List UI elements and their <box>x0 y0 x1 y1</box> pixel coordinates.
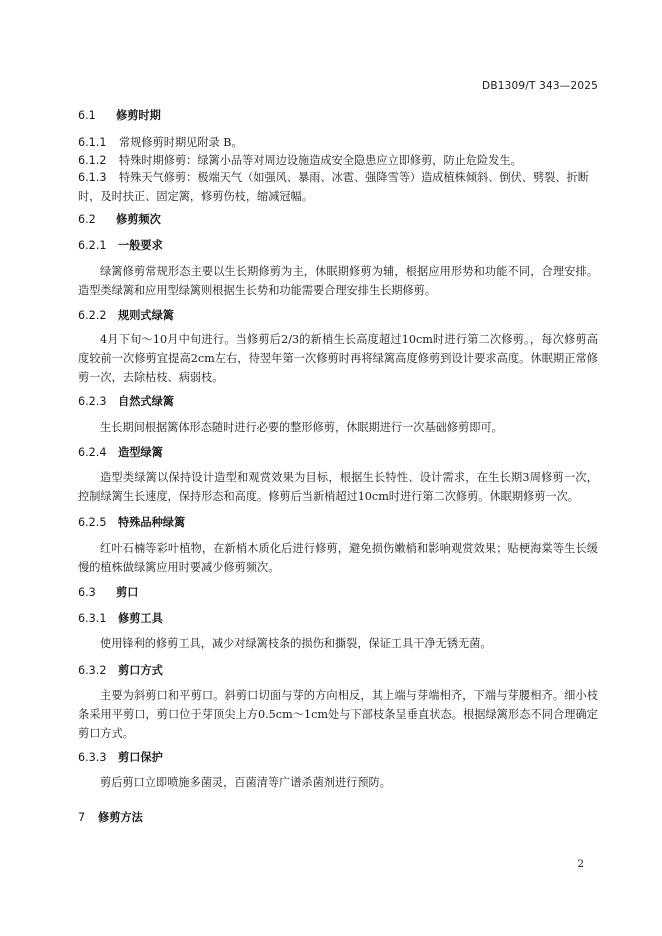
paragraph-6-3-1: 使用锋利的修剪工具，减少对绿篱枝条的损伤和撕裂，保证工具干净无锈无菌。 <box>100 637 492 650</box>
document-code: DB1309/T 343—2025 <box>482 80 598 92</box>
section-heading-6-2-1 <box>78 236 163 255</box>
section-number: 6.2.4 <box>78 446 107 459</box>
section-number: 6.3.1 <box>78 612 107 625</box>
clause-6-1-1 <box>78 133 598 152</box>
section-number: 6.2.5 <box>78 516 107 529</box>
section-number: 6.2 <box>78 213 96 226</box>
clause-text: 特殊时期修剪：绿篱小品等对周边设施造成安全隐患应立即修剪，防止危险发生。 <box>119 154 522 167</box>
section-heading-6-2-3 <box>78 392 174 411</box>
section-heading-7 <box>78 808 143 827</box>
section-title: 规则式绿篱 <box>118 309 174 322</box>
section-heading-6-2-2 <box>78 306 174 325</box>
paragraph-6-2-5: 红叶石楠等彩叶植物，在新梢木质化后进行修剪，避免损伤嫩梢和影响观赏效果；贴梗海棠等生长缓慢的植株做绿篱应用时要减少修剪频次。 <box>78 542 598 574</box>
section-number: 6.2.3 <box>78 395 107 408</box>
section-title: 自然式绿篱 <box>118 395 174 408</box>
section-number: 6.2.2 <box>78 309 107 322</box>
paragraph-6-2-3: 生长期间根据篱体形态随时进行必要的整形修剪，休眠期进行一次基础修剪即可。 <box>100 421 503 434</box>
section-number: 7 <box>78 811 86 824</box>
section-heading-6-1 <box>78 106 161 125</box>
clause-number: 6.1.2 <box>78 154 107 167</box>
paragraph-6-3-2: 主要为斜剪口和平剪口。斜剪口切面与芽的方向相反，其上端与芽端相齐，下端与芽腰相齐。细小枝条采用平剪口，剪口位于芽顶尖上方0.5cm～1cm处与下部枝条呈垂直状态。根据绿篱形态不同合理确定剪口方式。 <box>78 689 598 740</box>
section-heading-6-3-3 <box>78 748 163 767</box>
clause-number: 6.1.1 <box>78 136 107 149</box>
section-title: 修剪方法 <box>98 811 143 824</box>
section-title: 修剪工具 <box>118 612 163 625</box>
clause-text-continued: 时，及时扶正、固定篱，修剪伤枝，缩减冠幅。 <box>78 190 313 203</box>
paragraph-6-2-2: 4月下旬～10月中旬进行。当修剪后2/3的新梢生长高度超过10cm时进行第二次修剪。，每次修剪高度较前一次修剪宜提高2cm左右，待翌年第一次修剪时再将绿篱高度修剪到设计要求高度。休眠期正常修剪一次，去除枯枝、病弱枝。 <box>78 333 598 384</box>
section-title: 修剪时期 <box>116 109 161 122</box>
section-title: 剪口方式 <box>118 664 163 677</box>
section-title: 一般要求 <box>118 239 163 252</box>
clause-text: 常规修剪时期见附录 B。 <box>119 136 243 149</box>
section-title: 剪口保护 <box>118 751 163 764</box>
section-title: 特殊品种绿篱 <box>118 516 186 529</box>
section-number: 6.3.2 <box>78 664 107 677</box>
section-number: 6.3.3 <box>78 751 107 764</box>
clause-number: 6.1.3 <box>78 171 107 184</box>
page-number: 2 <box>577 858 584 870</box>
paragraph-6-2-1: 绿篱修剪常规形态主要以生长期修剪为主，休眠期修剪为辅，根据应用形势和功能不同，合理安排。造型类绿篱和应用型绿篱则根据生长势和功能需要合理安排生长期修剪。 <box>78 265 598 297</box>
section-number: 6.2.1 <box>78 239 107 252</box>
section-title: 修剪频次 <box>116 213 161 226</box>
section-title: 造型绿篱 <box>118 446 163 459</box>
section-number: 6.1 <box>78 109 96 122</box>
section-heading-6-2-4 <box>78 443 163 462</box>
clause-text: 特殊天气修剪：极端天气（如强风、暴雨、冰雹、强降雪等）造成植株倾斜、倒伏、劈裂、折断 <box>119 171 589 184</box>
section-title: 剪口 <box>116 586 139 599</box>
section-heading-6-2 <box>78 210 161 229</box>
clause-6-1-3 <box>78 168 598 206</box>
paragraph-6-2-4: 造型类绿篱以保持设计造型和观赏效果为目标，根据生长特性、设计需求，在生长期3周修剪一次，控制绿篱生长速度，保持形态和高度。修剪后当新梢超过10cm时进行第二次修剪。休眠期修剪一次。 <box>78 471 598 503</box>
section-heading-6-3-1 <box>78 609 163 628</box>
section-heading-6-3 <box>78 583 138 602</box>
section-heading-6-3-2 <box>78 661 163 680</box>
section-number: 6.3 <box>78 586 96 599</box>
paragraph-6-3-3: 剪后剪口立即喷施多菌灵，百菌清等广谱杀菌剂进行预防。 <box>100 776 391 789</box>
header-rule <box>78 96 598 97</box>
section-heading-6-2-5 <box>78 513 185 532</box>
